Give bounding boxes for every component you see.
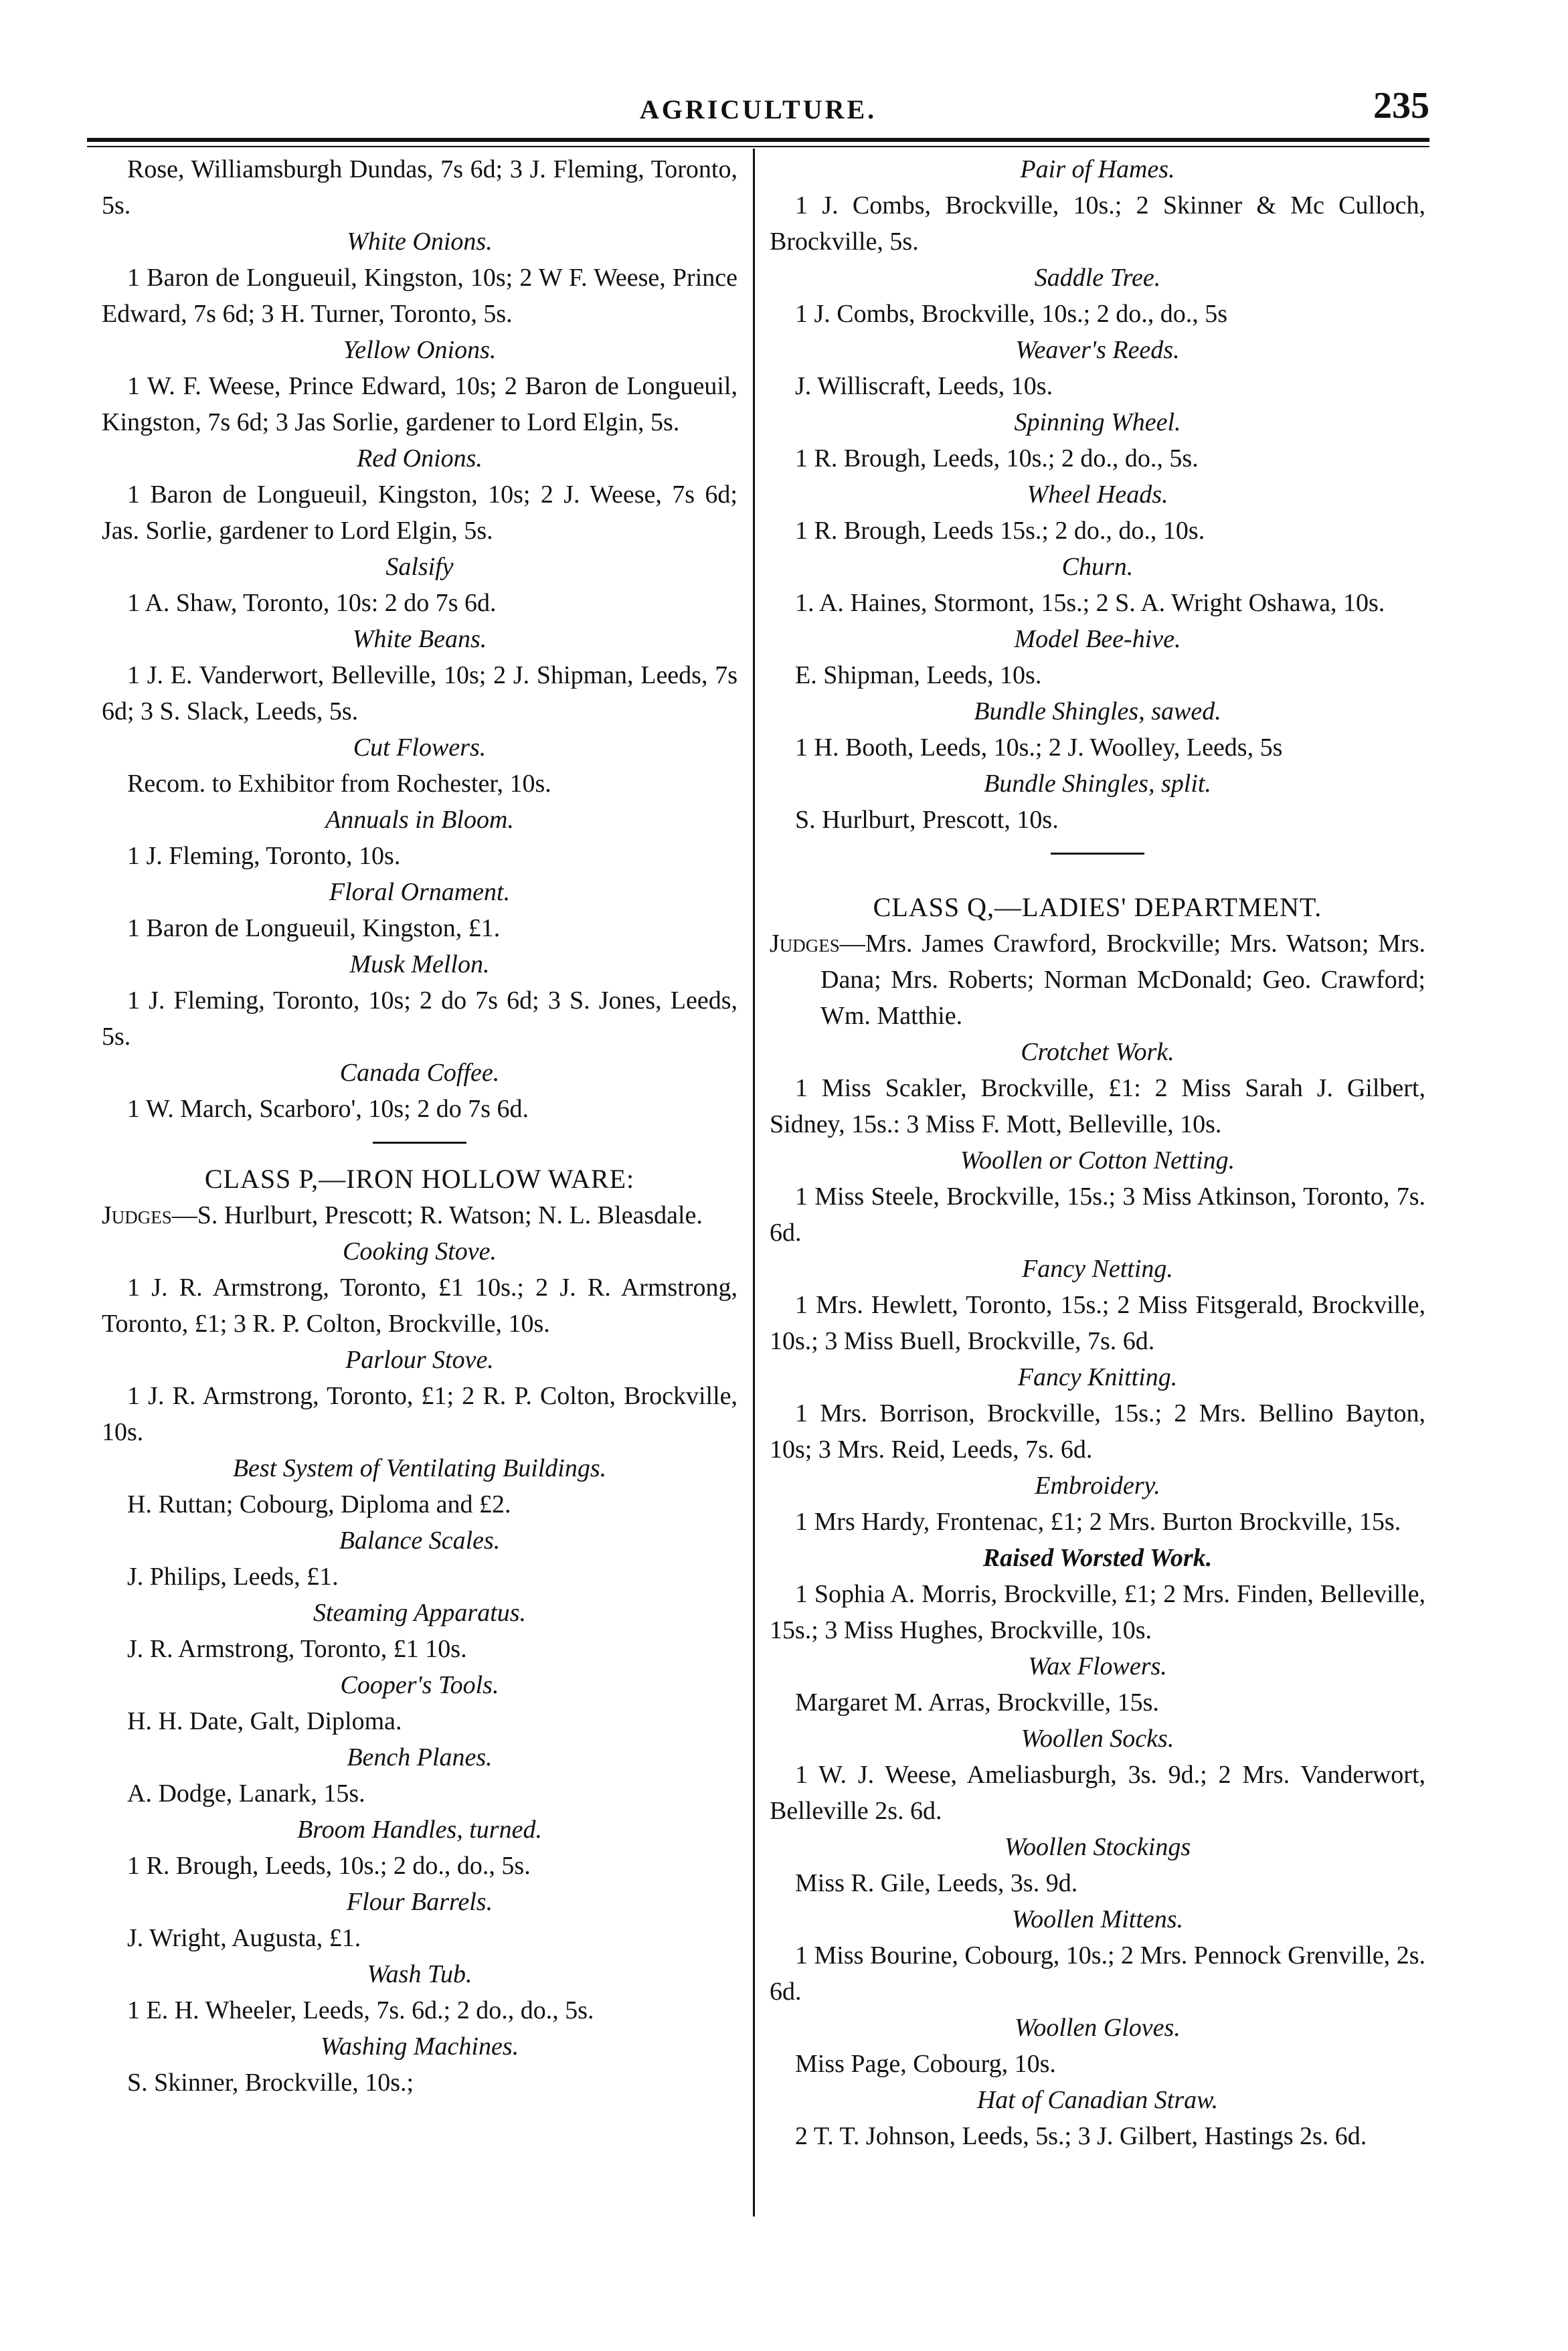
section-heading: Cut Flowers. xyxy=(353,733,487,762)
award-entry: J. Williscraft, Leeds, 10s. xyxy=(795,372,1053,400)
award-entry: H. H. Date, Galt, Diploma. xyxy=(127,1707,402,1735)
right-block-2 xyxy=(770,1034,1425,2154)
award-entry: Margaret M. Arras, Brockville, 15s. xyxy=(795,1688,1159,1717)
award-entry: 1 J. Combs, Brockville, 10s.; 2 Skinner & Mc Culloch, Brockville, 5s. xyxy=(770,191,1425,256)
award-entry: 1 J. R. Armstrong, Toronto, £1; 2 R. P. Colton, Brockville, 10s. xyxy=(102,1382,737,1446)
award-entry: 1 Baron de Longueuil, Kingston, £1. xyxy=(127,914,501,942)
section-heading: Bench Planes. xyxy=(347,1743,493,1771)
section-heading: Woollen Socks. xyxy=(1021,1725,1174,1753)
award-entry: J. Philips, Leeds, £1. xyxy=(127,1563,339,1591)
award-entry: 1 Baron de Longueuil, Kingston, 10s; 2 J. Weese, 7s 6d; Jas. Sorlie, gardener to Lord Elgin, 5s. xyxy=(102,481,737,545)
section-heading: Churn. xyxy=(1061,553,1134,581)
section-heading: Spinning Wheel. xyxy=(1014,408,1181,436)
award-entry: Miss Page, Cobourg, 10s. xyxy=(795,2050,1056,2078)
award-entry: 1. A. Haines, Stormont, 15s.; 2 S. A. Wright Oshawa, 10s. xyxy=(795,589,1385,617)
section-heading: Woollen Gloves. xyxy=(1015,2014,1181,2042)
running-title: AGRICULTURE. xyxy=(639,94,877,124)
award-entry: 1 Mrs. Hewlett, Toronto, 15s.; 2 Miss Fitsgerald, Brockville, 10s.; 3 Miss Buell, Brockville, 7s. 6d. xyxy=(770,1291,1425,1355)
left-block-1 xyxy=(102,151,737,1127)
section-heading: Wheel Heads. xyxy=(1027,481,1168,509)
award-entry: 1 Miss Steele, Brockville, 15s.; 3 Miss Atkinson, Toronto, 7s. 6d. xyxy=(770,1183,1425,1247)
award-entry: 1 R. Brough, Leeds, 10s.; 2 do., do., 5s. xyxy=(795,444,1199,472)
award-entry: 1 W. March, Scarboro', 10s; 2 do 7s 6d. xyxy=(127,1095,529,1123)
award-entry: 1 W. J. Weese, Ameliasburgh, 3s. 9d.; 2 Mrs. Vanderwort, Belleville 2s. 6d. xyxy=(770,1761,1425,1825)
award-entry: Rose, Williamsburgh Dundas, 7s 6d; 3 J. Fleming, Toronto, 5s. xyxy=(102,155,737,220)
section-heading: Saddle Tree. xyxy=(1034,264,1161,292)
section-heading: Pair of Hames. xyxy=(1020,155,1175,183)
section-heading: Bundle Shingles, sawed. xyxy=(974,697,1221,725)
section-heading: Parlour Stove. xyxy=(345,1346,494,1374)
award-entry: 1 R. Brough, Leeds, 10s.; 2 do., do., 5s. xyxy=(127,1852,531,1880)
section-heading: Cooper's Tools. xyxy=(340,1671,499,1699)
section-heading: Crotchet Work. xyxy=(1021,1038,1174,1066)
award-entry: 1 J. Fleming, Toronto, 10s. xyxy=(127,842,401,870)
award-entry: 1 Baron de Longueuil, Kingston, 10s; 2 W F. Weese, Prince Edward, 7s 6d; 3 H. Turner, Toronto, 5s. xyxy=(102,264,737,328)
section-heading: Woollen Mittens. xyxy=(1011,1905,1184,1933)
section-heading: Hat of Canadian Straw. xyxy=(976,2086,1219,2114)
section-heading: Steaming Apparatus. xyxy=(313,1599,527,1627)
award-entry: 1 J. R. Armstrong, Toronto, £1 10s.; 2 J. R. Armstrong, Toronto, £1; 3 R. P. Colton, Brockville, 10s. xyxy=(102,1274,737,1338)
class-q-title: CLASS Q,—LADIES' DEPARTMENT. xyxy=(873,892,1322,922)
column-divider xyxy=(753,149,755,2216)
section-heading: Model Bee-hive. xyxy=(1014,625,1181,653)
page-header xyxy=(87,79,1429,133)
award-entry: H. Ruttan; Cobourg, Diploma and £2. xyxy=(127,1490,511,1518)
section-heading: Cooking Stove. xyxy=(342,1237,497,1266)
section-heading: Canada Coffee. xyxy=(339,1059,500,1087)
award-entry: Miss R. Gile, Leeds, 3s. 9d. xyxy=(795,1869,1078,1897)
award-entry: 1 J. Combs, Brockville, 10s.; 2 do., do., 5s xyxy=(795,300,1228,328)
award-entry: 1 J. E. Vanderwort, Belleville, 10s; 2 J. Shipman, Leeds, 7s 6d; 3 S. Slack, Leeds, 5s. xyxy=(102,661,737,725)
award-entry: S. Hurlburt, Prescott, 10s. xyxy=(795,806,1059,834)
section-heading: Balance Scales. xyxy=(339,1527,501,1555)
award-entry: 1 Miss Bourine, Cobourg, 10s.; 2 Mrs. Pennock Grenville, 2s. 6d. xyxy=(770,1941,1425,2006)
section-heading: Washing Machines. xyxy=(320,2032,519,2061)
header-rule xyxy=(87,138,1429,142)
section-heading: Red Onions. xyxy=(357,444,483,472)
spacer xyxy=(770,872,1425,889)
right-column xyxy=(770,151,1425,2154)
award-entry: 2 T. T. Johnson, Leeds, 5s.; 3 J. Gilbert, Hastings 2s. 6d. xyxy=(795,2122,1367,2150)
section-heading: Salsify xyxy=(385,553,454,581)
award-entry: Recom. to Exhibitor from Rochester, 10s. xyxy=(127,770,551,798)
section-heading: Raised Worsted Work. xyxy=(982,1544,1213,1572)
class-p-title: CLASS P,—IRON HOLLOW WARE: xyxy=(204,1164,635,1194)
section-heading: Embroidery. xyxy=(1035,1472,1160,1500)
section-heading: Bundle Shingles, split. xyxy=(984,770,1211,798)
award-entry: 1 H. Booth, Leeds, 10s.; 2 J. Woolley, Leeds, 5s xyxy=(795,733,1283,762)
award-entry: 1 Miss Scakler, Brockville, £1: 2 Miss Sarah J. Gilbert, Sidney, 15s.: 3 Miss F. Mott, Belleville, 10s. xyxy=(770,1074,1425,1138)
section-heading: Floral Ornament. xyxy=(329,878,511,906)
section-separator xyxy=(373,1142,466,1144)
award-entry: 1 E. H. Wheeler, Leeds, 7s. 6d.; 2 do., do., 5s. xyxy=(127,1996,594,2024)
judges-text: —S. Hurlburt, Prescott; R. Watson; N. L. Bleasdale. xyxy=(171,1201,703,1229)
section-heading: Flour Barrels. xyxy=(346,1888,493,1916)
section-heading: Wax Flowers. xyxy=(1028,1652,1167,1680)
award-entry: 1 Mrs Hardy, Frontenac, £1; 2 Mrs. Burton Brockville, 15s. xyxy=(795,1508,1401,1536)
award-entry: J. Wright, Augusta, £1. xyxy=(127,1924,361,1952)
judges-label: Judges xyxy=(102,1201,172,1229)
judges-text: —Mrs. James Crawford, Brockville; Mrs. Watson; Mrs. Dana; Mrs. Roberts; Norman McDonald; Geo. Crawford; Wm. Matthie. xyxy=(820,930,1425,1030)
left-block-2 xyxy=(102,1233,737,2101)
class-p-judges xyxy=(102,1197,737,1233)
section-heading: Woollen Stockings xyxy=(1004,1833,1191,1861)
judges-label: Judges xyxy=(770,930,840,958)
section-heading: Broom Handles, turned. xyxy=(297,1816,542,1844)
award-entry: E. Shipman, Leeds, 10s. xyxy=(795,661,1042,689)
section-heading: Annuals in Bloom. xyxy=(325,806,514,834)
section-heading: Musk Mellon. xyxy=(349,950,490,978)
award-entry: 1 Mrs. Borrison, Brockville, 15s.; 2 Mrs. Bellino Bayton, 10s; 3 Mrs. Reid, Leeds, 7s. 6d. xyxy=(770,1399,1425,1464)
right-block-1 xyxy=(770,151,1425,838)
section-heading: Yellow Onions. xyxy=(343,336,497,364)
section-heading: Best System of Ventilating Buildings. xyxy=(232,1454,607,1482)
award-entry: 1 A. Shaw, Toronto, 10s: 2 do 7s 6d. xyxy=(127,589,497,617)
section-heading: Fancy Netting. xyxy=(1022,1255,1173,1283)
section-heading: Wash Tub. xyxy=(367,1960,472,1988)
award-entry: A. Dodge, Lanark, 15s. xyxy=(127,1779,365,1808)
award-entry: 1 R. Brough, Leeds 15s.; 2 do., do., 10s. xyxy=(795,517,1205,545)
award-entry: 1 J. Fleming, Toronto, 10s; 2 do 7s 6d; 3 S. Jones, Leeds, 5s. xyxy=(102,986,737,1051)
award-entry: S. Skinner, Brockville, 10s.; xyxy=(127,2069,414,2097)
header-rule-thin xyxy=(87,146,1429,147)
left-column xyxy=(102,151,737,2101)
section-heading: White Beans. xyxy=(352,625,487,653)
award-entry: 1 Sophia A. Morris, Brockville, £1; 2 Mrs. Finden, Belleville, 15s.; 3 Miss Hughes, Brockville, 10s. xyxy=(770,1580,1425,1644)
section-heading: White Onions. xyxy=(347,228,493,256)
class-q-judges xyxy=(770,926,1425,1034)
page-number: 235 xyxy=(1373,85,1429,126)
section-heading: Fancy Knitting. xyxy=(1017,1363,1178,1391)
award-entry: 1 W. F. Weese, Prince Edward, 10s; 2 Baron de Longueuil, Kingston, 7s 6d; 3 Jas Sorlie, gardener to Lord Elgin, 5s. xyxy=(102,372,737,436)
section-heading: Woollen or Cotton Netting. xyxy=(960,1146,1235,1174)
award-entry: J. R. Armstrong, Toronto, £1 10s. xyxy=(127,1635,467,1663)
section-heading: Weaver's Reeds. xyxy=(1015,336,1180,364)
section-separator xyxy=(1051,853,1144,855)
